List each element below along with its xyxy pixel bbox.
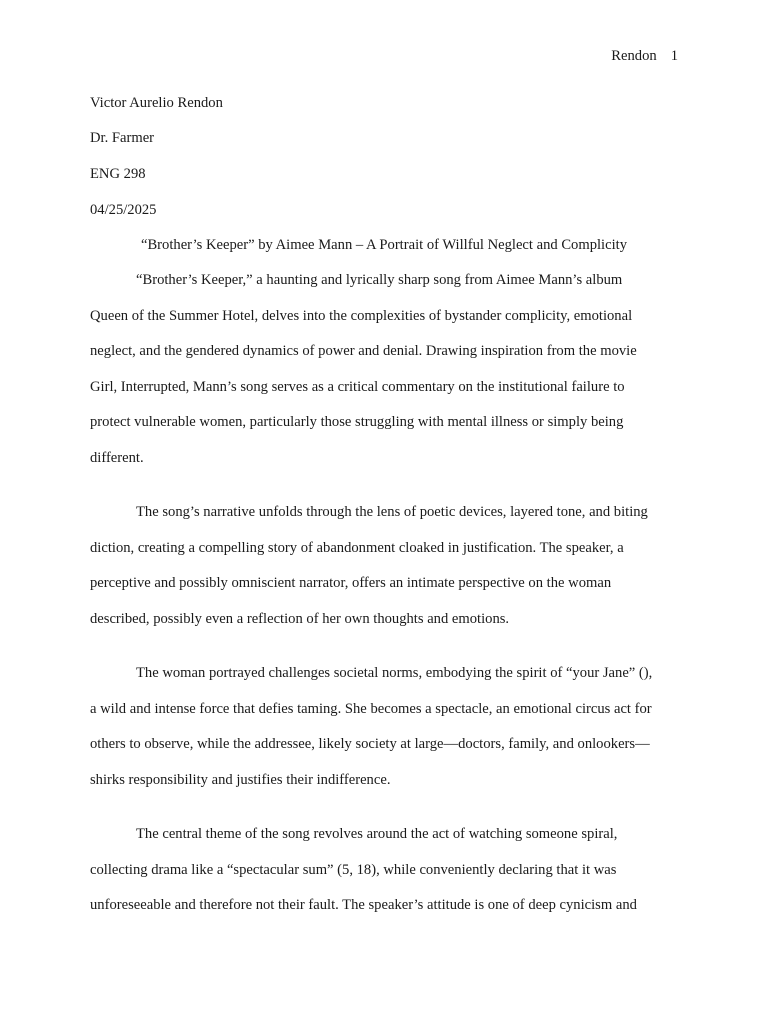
instructor-name: Dr. Farmer bbox=[90, 130, 155, 146]
paragraph-1 bbox=[90, 263, 670, 477]
paragraph-line: Queen of the Summer Hotel, delves into the complexities of bystander complicity, emotional bbox=[90, 307, 633, 324]
paragraph-line: unforeseeable and therefore not their fault. The speaker’s attitude is one of deep cynicism and bbox=[90, 897, 637, 914]
paragraph-line: neglect, and the gendered dynamics of power and denial. Drawing inspiration from the movie bbox=[90, 343, 637, 360]
paragraph-line: different. bbox=[90, 449, 144, 466]
author-name: Victor Aurelio Rendon bbox=[90, 95, 223, 111]
page-number: 1 bbox=[670, 48, 678, 64]
essay-date: 04/25/2025 bbox=[90, 202, 157, 218]
paragraph-line: described, possibly even a reflection of her own thoughts and emotions. bbox=[90, 610, 510, 627]
header-surname: Rendon bbox=[611, 48, 657, 64]
paragraph-line: The song’s narrative unfolds through the lens of poetic devices, layered tone, and biting bbox=[136, 504, 648, 520]
paragraph-3 bbox=[90, 656, 670, 798]
running-header bbox=[611, 47, 678, 65]
paragraph-line: collecting drama like a “spectacular sum” (5, 18), while conveniently declaring that it was bbox=[90, 861, 617, 878]
paragraph-line: protect vulnerable women, particularly those struggling with mental illness or simply being bbox=[90, 414, 624, 431]
paragraph-line: The central theme of the song revolves around the act of watching someone spiral, bbox=[136, 826, 618, 842]
course-name: ENG 298 bbox=[90, 166, 146, 182]
paragraph-line: “Brother’s Keeper,” a haunting and lyrically sharp song from Aimee Mann’s album bbox=[136, 272, 623, 288]
paragraph-line: shirks responsibility and justifies their indifference. bbox=[90, 771, 391, 788]
paragraph-2 bbox=[90, 495, 670, 637]
paragraph-line: a wild and intense force that defies taming. She becomes a spectacle, an emotional circus act for bbox=[90, 700, 652, 717]
paragraph-line: diction, creating a compelling story of abandonment cloaked in justification. The speaker, a bbox=[90, 539, 624, 556]
paragraph-line: others to observe, while the addressee, likely society at large—doctors, family, and onlookers— bbox=[90, 736, 650, 753]
paragraph-line: The woman portrayed challenges societal norms, embodying the spirit of “your Jane” (), bbox=[136, 665, 653, 681]
essay-title: “Brother’s Keeper” by Aimee Mann – A Portrait of Willful Neglect and Complicity bbox=[140, 237, 628, 253]
paragraph-line: perceptive and possibly omniscient narrator, offers an intimate perspective on the woman bbox=[90, 575, 612, 592]
paragraph-4 bbox=[90, 817, 670, 924]
paragraph-line: Girl, Interrupted, Mann’s song serves as a critical commentary on the institutional failure to bbox=[90, 378, 625, 395]
